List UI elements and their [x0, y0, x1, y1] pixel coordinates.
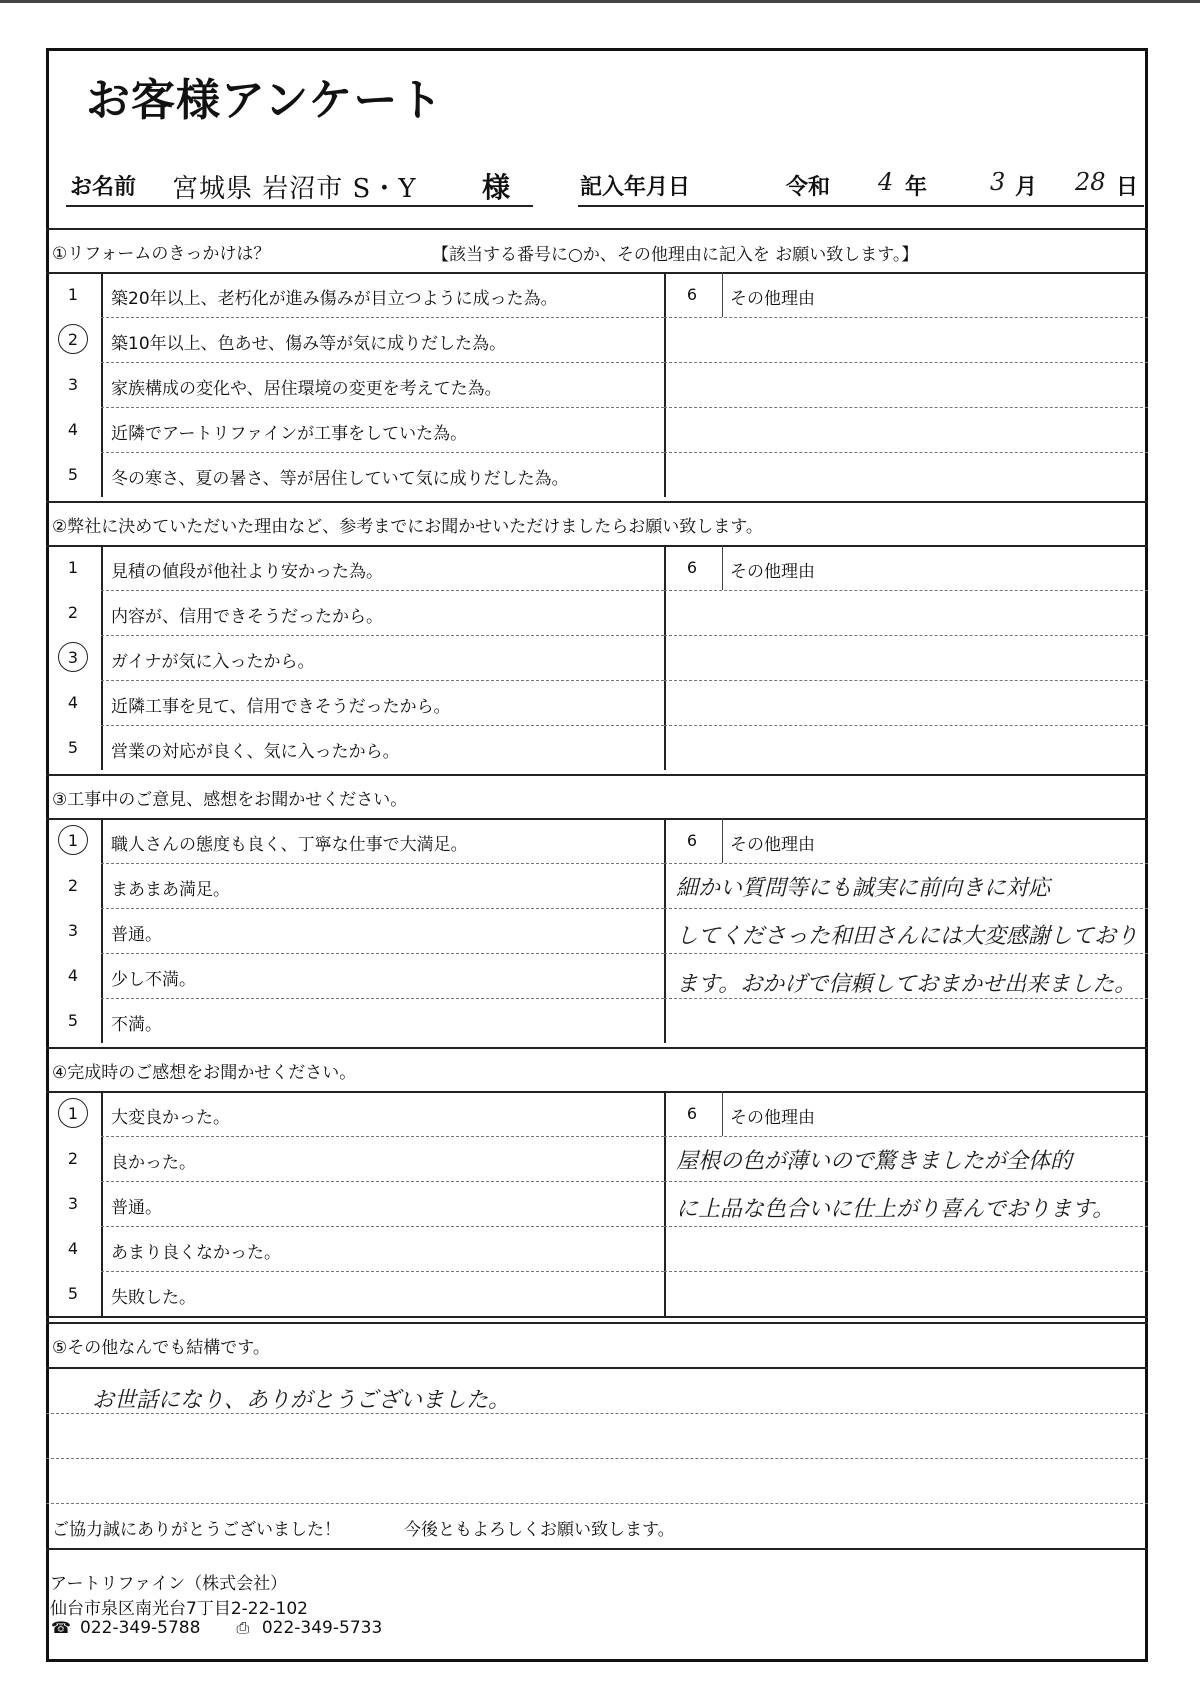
date-label: 記入年月日: [580, 175, 691, 200]
section4-title-rule: [46, 1091, 1148, 1093]
other-reason-comment: 細かい質問等にも誠実に前向きに対応: [676, 876, 1051, 901]
option-text: まあまあ満足。: [111, 880, 230, 900]
option-number: 5: [67, 1011, 79, 1030]
other-reason-comment: に上品な色合いに仕上がり喜んでおります。: [676, 1197, 1115, 1222]
option-text: 良かった。: [111, 1153, 196, 1173]
option-text: 見積の値段が他社より安かった為。: [111, 562, 383, 582]
section5-title: ⑤その他なんでも結構です。: [52, 1338, 270, 1358]
name-label: お名前: [70, 175, 137, 200]
option-number: 1: [67, 1104, 79, 1123]
section1-six-divider: [722, 272, 723, 317]
section1-row-dash-left: [101, 407, 664, 408]
section1-title: ①リフォームのきっかけは？: [52, 244, 271, 264]
option-number: 5: [67, 738, 79, 757]
other-reason-label: その他理由: [730, 562, 815, 582]
other-reason-label: その他理由: [730, 835, 815, 855]
customer-name: 宮城県 岩沼市 S・Y: [172, 174, 417, 204]
section1-row-dash-right: [664, 452, 1148, 453]
option-text: 家族構成の変化や、居住環境の変更を考えてた為。: [111, 379, 502, 399]
section3-other-divider: [664, 818, 666, 1043]
section5-comment: お世話になり、ありがとうございました。: [92, 1388, 511, 1413]
name-honorific: 様: [482, 171, 511, 204]
option-text: 内容が、信用できそうだったから。: [111, 607, 383, 627]
option-text: 冬の寒さ、夏の暑さ、等が居住していて気に成りだした為。: [111, 469, 569, 489]
other-reason-comment: してくださった和田さんには大変感謝しており: [676, 924, 1139, 949]
section1-row-dash-left: [101, 317, 664, 318]
date-day-value: 28: [1075, 168, 1106, 196]
option-number: 3: [67, 1194, 79, 1213]
section3-row-dash-right: [664, 908, 1148, 909]
option-text: 築20年以上、老朽化が進み傷みが目立つように成った為。: [111, 289, 558, 309]
section1-row-dash-left: [101, 452, 664, 453]
section3-row-dash-right: [664, 998, 1148, 999]
date-year-unit: 年: [905, 175, 928, 200]
section2-title-rule: [46, 545, 1148, 547]
other-number: 6: [686, 558, 698, 577]
section4-row-dash-left: [101, 1136, 664, 1137]
thanks-bottom-rule: [46, 1548, 1148, 1550]
option-number: 1: [67, 831, 79, 850]
option-text: あまり良くなかった。: [111, 1243, 281, 1263]
date-underline: [578, 205, 1144, 207]
section2-title: ②弊社に決めていただいた理由など、参考までにお聞かせいただけましたらお願い致します。: [52, 517, 763, 537]
section4-row-dash-right: [664, 1136, 1148, 1137]
section4-row-dash-left: [101, 1181, 664, 1182]
other-reason-comment: 屋根の色が薄いので驚きましたが全体的: [676, 1149, 1073, 1174]
section1-row-dash-right: [664, 407, 1148, 408]
date-year-value: 4: [878, 168, 894, 196]
option-text: 不満。: [111, 1015, 162, 1035]
section4-bottom-rule: [46, 1316, 1148, 1318]
other-reason-label: その他理由: [730, 1108, 815, 1128]
date-month-unit: 月: [1015, 175, 1038, 200]
section2-num-divider: [101, 545, 103, 770]
other-number: 6: [686, 831, 698, 850]
section5-dash-2: [46, 1458, 1148, 1459]
section4-row-dash-right: [664, 1181, 1148, 1182]
section5-top-rule: [46, 1322, 1148, 1324]
section2-row-dash-left: [101, 680, 664, 681]
option-text: 近隣工事を見て、信用できそうだったから。: [111, 697, 451, 717]
section2-other-divider: [664, 545, 666, 770]
thanks-line-1: ご協力誠にありがとうございました！: [52, 1520, 341, 1540]
option-number: 2: [67, 876, 79, 895]
option-number: 3: [67, 375, 79, 394]
date-day-unit: 日: [1116, 175, 1139, 200]
option-number: 4: [67, 1239, 79, 1258]
option-text: 大変良かった。: [111, 1108, 230, 1128]
section3-row-dash-left: [101, 863, 664, 864]
option-text: 失敗した。: [111, 1288, 196, 1308]
section3-title: ③工事中のご意見、感想をお聞かせください。: [52, 790, 408, 810]
section3-row-dash-right: [664, 953, 1148, 954]
section3-num-divider: [101, 818, 103, 1043]
company-phone: 022-349-5788: [80, 1618, 201, 1638]
section4-six-divider: [722, 1091, 723, 1136]
section1-top-rule: [46, 228, 1148, 230]
section4-row-dash-right: [664, 1226, 1148, 1227]
section4-row-dash-left: [101, 1226, 664, 1227]
selected-circle-mark: [58, 1098, 88, 1128]
section3-row-dash-left: [101, 908, 664, 909]
option-number: 1: [67, 285, 79, 304]
phone-icon: ☎: [51, 1618, 71, 1637]
company-name: アートリファイン（株式会社）: [50, 1574, 288, 1594]
option-number: 1: [67, 558, 79, 577]
page-title: お客様アンケート: [86, 75, 444, 126]
section1-other-divider: [664, 272, 666, 497]
section5-title-rule: [46, 1367, 1148, 1369]
option-number: 4: [67, 693, 79, 712]
other-reason-label: その他理由: [730, 289, 815, 309]
date-era: 令和: [786, 175, 831, 200]
section4-top-rule: [46, 1047, 1148, 1049]
company-address: 仙台市泉区南光台7丁目2-22-102: [50, 1599, 308, 1619]
option-number: 4: [67, 420, 79, 439]
other-reason-comment: ます。おかげで信頼しておまかせ出来ました。: [676, 972, 1137, 997]
selected-circle-mark: [58, 642, 88, 672]
fax-icon: ⎙: [236, 1618, 250, 1637]
selected-circle-mark: [58, 825, 88, 855]
option-text: 築10年以上、色あせ、傷み等が気に成りだした為。: [111, 334, 507, 354]
section5-dash-3: [46, 1503, 1148, 1504]
section3-row-dash-left: [101, 998, 664, 999]
section2-six-divider: [722, 545, 723, 590]
option-number: 3: [67, 921, 79, 940]
section1-row-dash-left: [101, 362, 664, 363]
option-text: 営業の対応が良く、気に入ったから。: [111, 742, 400, 762]
section4-row-dash-left: [101, 1271, 664, 1272]
section1-title-rule: [46, 272, 1148, 274]
section2-row-dash-right: [664, 590, 1148, 591]
other-number: 6: [686, 285, 698, 304]
section3-title-rule: [46, 818, 1148, 820]
option-number: 5: [67, 465, 79, 484]
thanks-line-2: 今後ともよろしくお願い致します。: [404, 1520, 675, 1540]
section1-row-dash-right: [664, 317, 1148, 318]
section4-row-dash-right: [664, 1271, 1148, 1272]
option-text: 少し不満。: [111, 970, 196, 990]
date-month-value: 3: [990, 168, 1006, 196]
section2-top-rule: [46, 501, 1148, 503]
section3-row-dash-right: [664, 863, 1148, 864]
section2-row-dash-right: [664, 635, 1148, 636]
section1-row-dash-right: [664, 362, 1148, 363]
option-text: 普通。: [111, 925, 162, 945]
section2-row-dash-left: [101, 725, 664, 726]
section2-row-dash-right: [664, 725, 1148, 726]
section3-six-divider: [722, 818, 723, 863]
option-number: 3: [67, 648, 79, 667]
option-number: 5: [67, 1284, 79, 1303]
selected-circle-mark: [58, 324, 88, 354]
section3-row-dash-left: [101, 953, 664, 954]
option-number: 2: [67, 330, 79, 349]
option-text: 職人さんの態度も良く、丁寧な仕事で大満足。: [111, 835, 468, 855]
section2-row-dash-left: [101, 635, 664, 636]
option-text: ガイナが気に入ったから。: [111, 652, 315, 672]
section5-dash-1: [46, 1413, 1148, 1414]
section3-top-rule: [46, 774, 1148, 776]
option-number: 4: [67, 966, 79, 985]
section4-num-divider: [101, 1091, 103, 1316]
section4-title: ④完成時のご感想をお聞かせください。: [52, 1063, 357, 1083]
company-contact: [50, 1618, 382, 1638]
option-number: 2: [67, 603, 79, 622]
option-text: 近隣でアートリファインが工事をしていた為。: [111, 424, 468, 444]
scan-top-edge: [0, 0, 1200, 3]
section4-other-divider: [664, 1091, 666, 1316]
company-fax: 022-349-5733: [261, 1618, 383, 1638]
option-number: 2: [67, 1149, 79, 1168]
name-underline: [66, 205, 533, 207]
section2-row-dash-left: [101, 590, 664, 591]
section2-row-dash-right: [664, 680, 1148, 681]
option-text: 普通。: [111, 1198, 162, 1218]
section1-num-divider: [101, 272, 103, 497]
other-number: 6: [686, 1104, 698, 1123]
instruction-text: 【該当する番号に○か、その他理由に記入を お願い致します。】: [432, 245, 919, 265]
